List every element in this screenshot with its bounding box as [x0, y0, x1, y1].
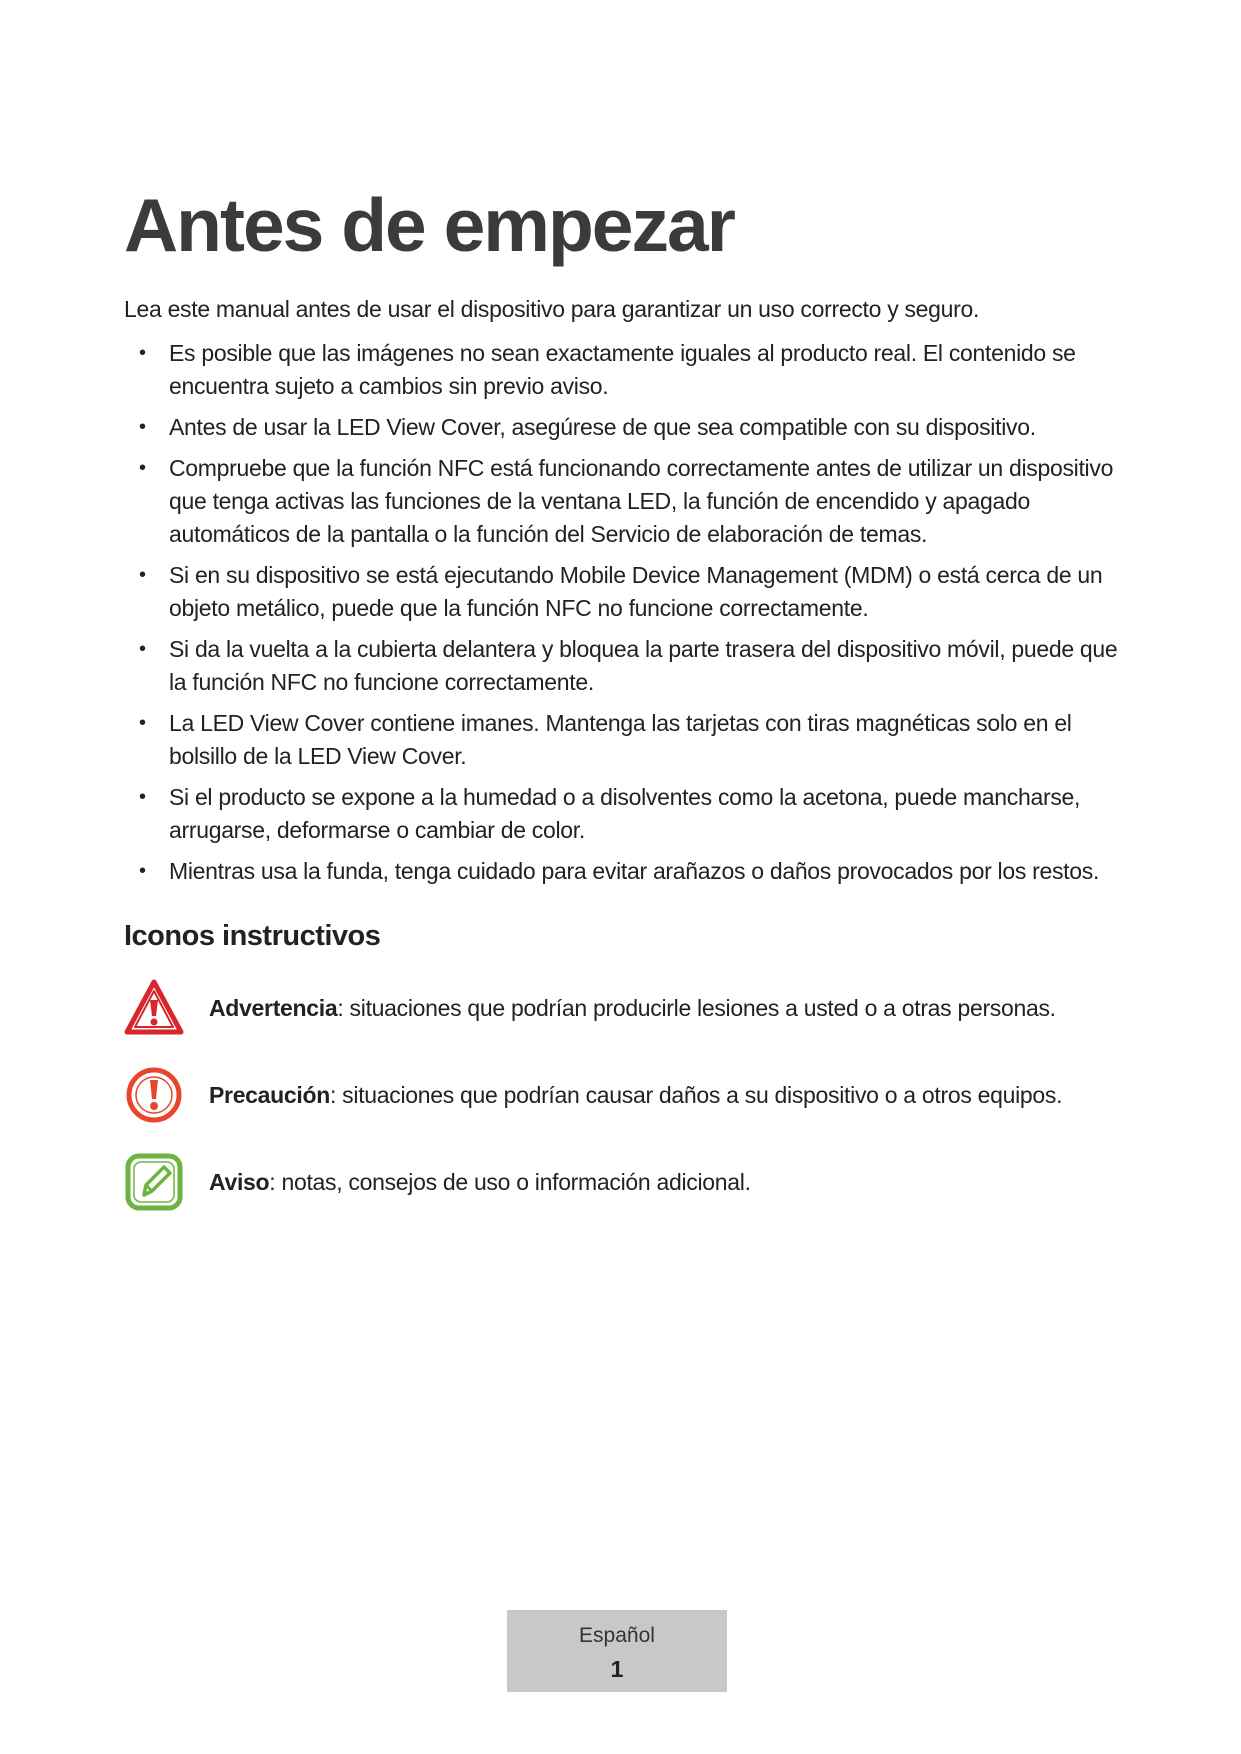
list-item — [124, 452, 1124, 551]
bullet-list — [124, 337, 1124, 896]
warning-row — [124, 978, 1124, 1038]
page-title: Antes de empezar — [124, 183, 734, 267]
bullet-dot: • — [139, 786, 146, 808]
list-item-text: Si el producto se expone a la humedad o a disolventes como la acetona, puede mancharse, arrugarse, deformarse o cambiar de color. — [169, 784, 1081, 843]
list-item-text: Es posible que las imágenes no sean exactamente iguales al producto real. El contenido se encuentra sujeto a cambios sin previo aviso. — [169, 340, 1076, 399]
caution-term: Precaución — [209, 1082, 330, 1108]
bullet-dot: • — [139, 712, 146, 734]
bullet-dot: • — [139, 416, 146, 438]
list-item-text: La LED View Cover contiene imanes. Mantenga las tarjetas con tiras magnéticas solo en el bolsillo de la LED View Cover. — [169, 710, 1072, 769]
note-term: Aviso — [209, 1169, 270, 1195]
note-description — [209, 1166, 751, 1199]
caution-circle-icon — [124, 1065, 184, 1125]
footer-language: Español — [579, 1624, 655, 1647]
caution-description — [209, 1079, 1062, 1112]
note-row — [124, 1152, 1124, 1212]
list-item — [124, 781, 1124, 847]
page-number: 1 — [610, 1656, 624, 1682]
warning-description — [209, 992, 1056, 1025]
warning-text: : situaciones que podrían producirle lesiones a usted o a otras personas. — [337, 995, 1056, 1021]
list-item-text: Si da la vuelta a la cubierta delantera y bloquea la parte trasera del dispositivo móvil, puede que la función NFC no funcione correctamente. — [169, 636, 1118, 695]
list-item-text: Compruebe que la función NFC está funcionando correctamente antes de utilizar un dispositivo que tenga activas las funciones de la ventana LED, la función de encendido y apagado automáticos de la pantalla o la función del Servicio de elaboración de temas. — [169, 455, 1114, 547]
caution-row — [124, 1065, 1124, 1125]
list-item — [124, 559, 1124, 625]
note-text: : notas, consejos de uso o información adicional. — [269, 1169, 751, 1195]
list-item — [124, 411, 1124, 444]
bullet-dot: • — [139, 638, 146, 660]
section-title: Iconos instructivos — [124, 920, 381, 952]
page-footer — [507, 1610, 727, 1692]
list-item-text: Si en su dispositivo se está ejecutando Mobile Device Management (MDM) o está cerca de un objeto metálico, puede que la función NFC no funcione correctamente. — [169, 562, 1103, 621]
list-item-text: Antes de usar la LED View Cover, asegúrese de que sea compatible con su dispositivo. — [169, 414, 1036, 440]
list-item — [124, 855, 1124, 888]
warning-triangle-icon — [124, 978, 184, 1038]
list-item-text: Mientras usa la funda, tenga cuidado para evitar arañazos o daños provocados por los restos. — [169, 858, 1100, 884]
list-item — [124, 633, 1124, 699]
list-item — [124, 707, 1124, 773]
intro-text: Lea este manual antes de usar el dispositivo para garantizar un uso correcto y seguro. — [124, 296, 980, 322]
bullet-dot: • — [139, 860, 146, 882]
bullet-dot: • — [139, 457, 146, 479]
caution-text: : situaciones que podrían causar daños a su dispositivo o a otros equipos. — [330, 1082, 1063, 1108]
bullet-dot: • — [139, 564, 146, 586]
list-item — [124, 337, 1124, 403]
bullet-dot: • — [139, 342, 146, 364]
note-pencil-icon — [124, 1152, 184, 1212]
warning-term: Advertencia — [209, 995, 338, 1021]
